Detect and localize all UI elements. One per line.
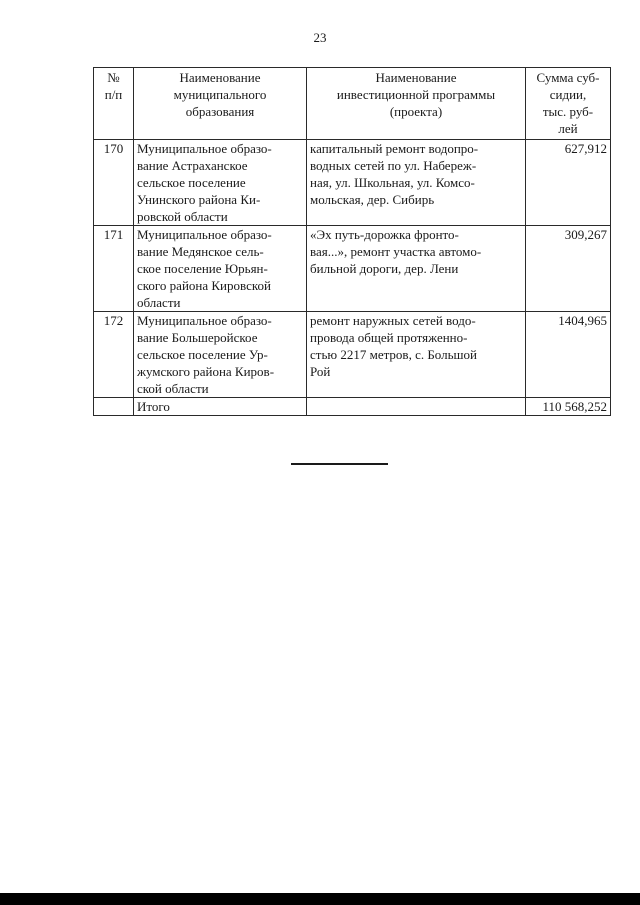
total-label: Итого <box>134 398 307 416</box>
page-number: 23 <box>313 30 327 45</box>
row-program: ремонт наружных сетей водо- провода общей протяженно- стью 2217 метров, с. Большой Рой <box>307 312 526 398</box>
row-subsidy-sum: 309,267 <box>526 226 611 312</box>
total-row <box>94 398 611 416</box>
row-number: 171 <box>94 226 134 312</box>
table-row <box>94 140 611 226</box>
row-municipality: Муниципальное образо- вание Большеройское сельское поселение Ур- жумского района Киров- ской области <box>134 312 307 398</box>
subsidy-table <box>93 67 611 416</box>
row-program: капитальный ремонт водопро- водных сетей по ул. Набереж- ная, ул. Школьная, ул. Комсо- мольская, дер. Сибирь <box>307 140 526 226</box>
header-program: Наименование инвестиционной программы (проекта) <box>307 68 526 140</box>
table-row <box>94 226 611 312</box>
total-number <box>94 398 134 416</box>
row-subsidy-sum: 1404,965 <box>526 312 611 398</box>
total-program <box>307 398 526 416</box>
end-of-table-rule <box>291 463 388 465</box>
row-municipality: Муниципальное образо- вание Астраханское сельское поселение Унинского района Ки- ровской области <box>134 140 307 226</box>
row-number: 172 <box>94 312 134 398</box>
row-number: 170 <box>94 140 134 226</box>
row-program: «Эх путь-дорожка фронто- вая...», ремонт участка автомо- бильной дороги, дер. Лени <box>307 226 526 312</box>
table-row <box>94 312 611 398</box>
header-number: № п/п <box>94 68 134 140</box>
scan-bottom-edge <box>0 893 640 905</box>
total-sum: 110 568,252 <box>526 398 611 416</box>
row-municipality: Муниципальное образо- вание Медянское сель- ское поселение Юрьян- ского района Кировской области <box>134 226 307 312</box>
header-municipality: Наименование муниципального образования <box>134 68 307 140</box>
row-subsidy-sum: 627,912 <box>526 140 611 226</box>
header-subsidy-sum: Сумма суб- сидии, тыс. руб- лей <box>526 68 611 140</box>
table-header-row <box>94 68 611 140</box>
